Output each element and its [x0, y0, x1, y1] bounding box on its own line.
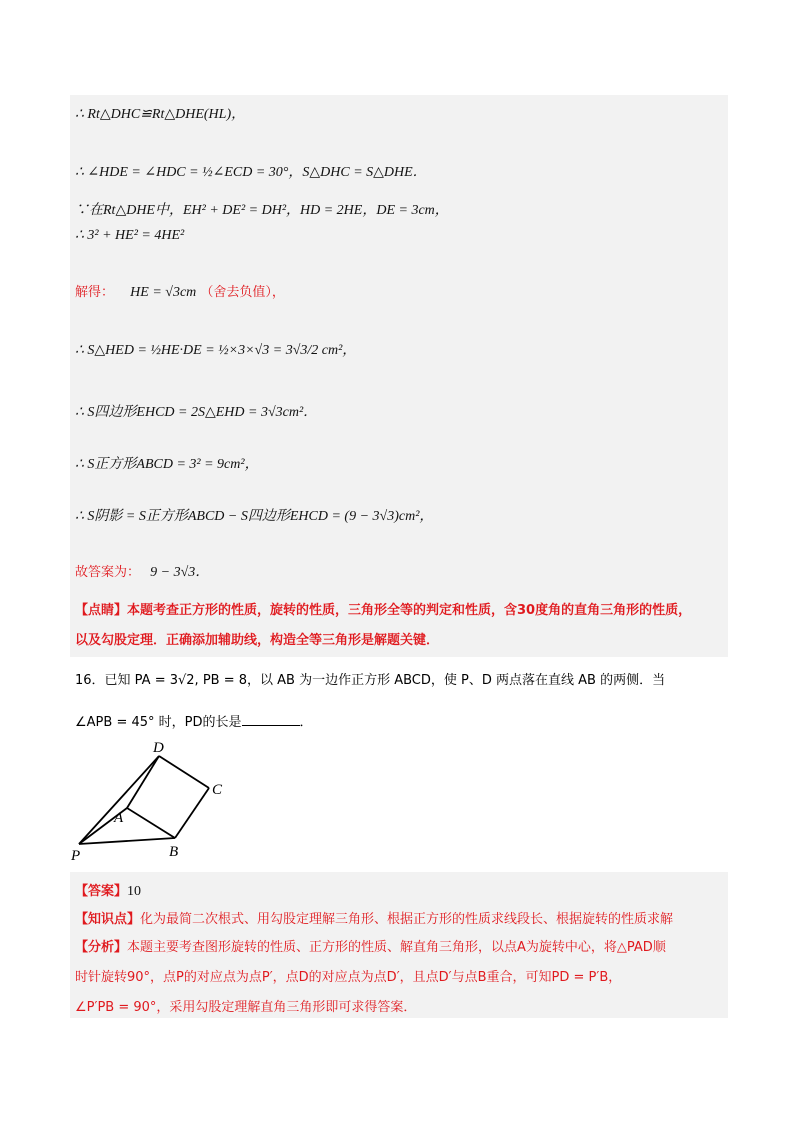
- solve-math: HE = √3cm: [130, 285, 197, 300]
- solution-line-5: [75, 281, 285, 301]
- solution-line-10: [75, 561, 209, 581]
- comment-line-1: [75, 599, 691, 618]
- label-a: A: [114, 810, 124, 826]
- answer-tag: 【答案】: [75, 884, 128, 899]
- question-line-2: [75, 710, 313, 736]
- solution-block: [70, 95, 728, 657]
- solution-line-9: ∴ S阴影 = S正方形ABCD − S四边形EHCD = (9 − 3√3)cm²，: [75, 509, 434, 524]
- solution-line-1: ∴ Rt△DHC≌Rt△DHE(HL)，: [75, 107, 246, 122]
- knowledge-tag: 【知识点】: [75, 912, 141, 927]
- comment-line-2: 以及勾股定理．正确添加辅助线，构造全等三角形是解题关键．: [75, 633, 440, 648]
- segment-pd: [79, 756, 159, 844]
- knowledge-line: [75, 908, 673, 927]
- solution-line-4: ∴ 3² + HE² = 4HE²: [75, 228, 185, 243]
- solution-line-7: ∴ S四边形EHCD = 2S△EHD = 3√3cm²．: [75, 405, 318, 420]
- answer-label: 故答案为：: [75, 565, 141, 580]
- label-b: B: [169, 844, 179, 860]
- comment-text: 本题考查正方形的性质，旋转的性质，三角形全等的判定和性质，含30度角的直角三角形的性质，: [127, 603, 692, 618]
- segment-dc: [159, 756, 209, 788]
- question-end: ．: [299, 715, 313, 730]
- label-c: C: [212, 782, 223, 798]
- analysis-line-3: ∠P′PB = 90°，采用勾股定理解直角三角形即可求得答案．: [75, 1000, 417, 1015]
- segment-pb: [79, 838, 175, 844]
- solve-label: 解得：: [75, 285, 115, 300]
- solution-line-3: ∵在Rt△DHE中，EH² + DE² = DH²，HD = 2HE，DE = 3cm，: [75, 203, 449, 218]
- segment-ab: [127, 808, 175, 838]
- analysis-text-1: 本题主要考查图形旋转的性质、正方形的性质、解直角三角形，以点A为旋转中心，将△PAD顺: [127, 940, 666, 955]
- question-line-2-text: ∠APB = 45° 时，PD的长是: [75, 715, 242, 730]
- answer-value: 10: [127, 884, 142, 899]
- analysis-tag: 【分析】: [75, 940, 128, 955]
- answer-blank: [242, 713, 300, 726]
- analysis-line-2: 时针旋转90°，点P的对应点为点P′，点D的对应点为点D′，且点D′与点B重合，可知PD = P′B，: [75, 970, 622, 985]
- label-p: P: [71, 848, 81, 864]
- solution-line-6: ∴ S△HED = ½HE·DE = ½×3×√3 = 3√3/2 cm²，: [75, 343, 357, 358]
- solve-note: （舍去负值），: [200, 285, 285, 300]
- knowledge-text: 化为最简二次根式、用勾股定理解三角形、根据正方形的性质求线段长、根据旋转的性质求解: [140, 912, 674, 927]
- analysis-line-1: [75, 936, 666, 955]
- solution-line-2: ∴ ∠HDE = ∠HDC = ½∠ECD = 30°，S△DHC = S△DHE．: [75, 165, 427, 180]
- answer-math: 9 − 3√3．: [150, 565, 210, 580]
- solution-line-8: ∴ S正方形ABCD = 3² = 9cm²，: [75, 457, 259, 472]
- question-line-1: 16．已知 PA = 3√2, PB = 8，以 AB 为一边作正方形 ABCD，使 P、D 两点落在直线 AB 的两侧．当: [75, 673, 666, 688]
- label-d: D: [153, 740, 164, 756]
- segment-cb: [175, 788, 209, 838]
- answer-block: [70, 872, 728, 1018]
- answer-line: [75, 880, 141, 900]
- segment-ad: [127, 756, 159, 808]
- geometry-figure: [65, 738, 245, 866]
- comment-tag: 【点睛】: [75, 603, 128, 618]
